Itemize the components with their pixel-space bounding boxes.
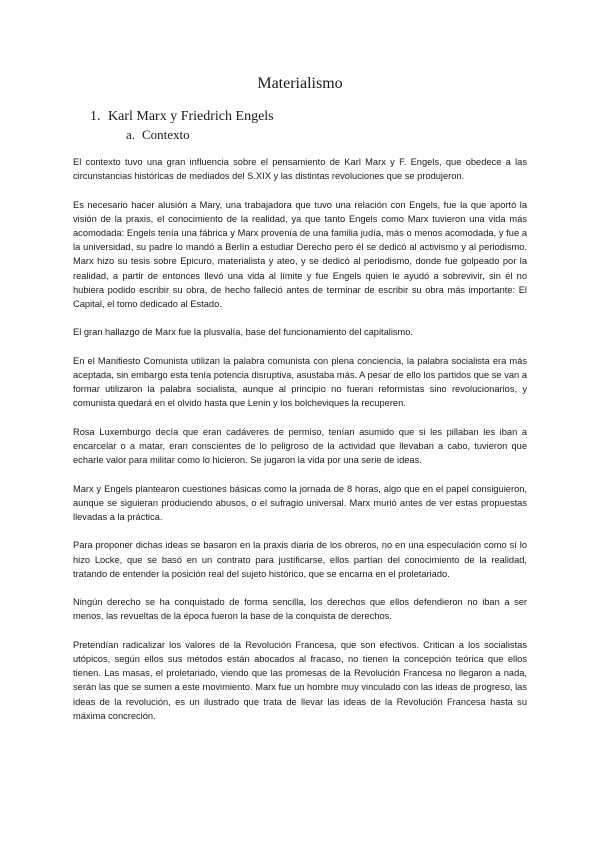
section-heading	[90, 109, 274, 125]
section-title: Karl Marx y Friedrich Engels	[108, 109, 274, 124]
subsection-title: Contexto	[142, 127, 190, 142]
document-title: Materialismo	[257, 75, 343, 92]
subsection-letter: a.	[126, 127, 136, 142]
paragraph-8: Ningún derecho se ha conquistado de forma sencilla, los derechos que ellos defendieron no iban a ser menos, las revueltas de la época fueron la base de la conquista de derechos.	[73, 597, 527, 622]
paragraph-1: El contexto tuvo una gran influencia sobre el pensamiento de Karl Marx y F. Engels, que obedece a las circunstancias históricas de mediados del S.XIX y las distintas revoluciones que se produjeron.	[73, 157, 527, 182]
paragraph-2: Es necesario hacer alusión a Mary, una trabajadora que tuvo una relación con Engels, fue la que aportó la visión de la praxis, el conocimiento de la realidad, ya que tanto Engels como Marx tuvieron una vida más acomodada: Engels tenía una fábrica y Marx provenía de una familia judía, más o menos acomodada, y fue a la universidad, su padre lo mandó a Berlín a estudiar Derecho pero él se dedicó al activismo y al periodismo. Marx hizo su tesis sobre Epicuro, materialista y ateo, y se dedicó al periodismo, donde fue golpeado por la realidad, a partir de entonces llevó una vida al límite y fue Engels quien le ayudó a sobrevivir, sin él no hubiera podido escribir su obra, de hecho falleció antes de terminar de escribir su obra más importante: El Capital, el tomo dedicado al Estado.	[73, 199, 527, 310]
paragraph-5: Rosa Luxemburgo decía que eran cadáveres de permiso, tenían asumido que si les pillaban les iban a encarcelar o a matar, eran conscientes de lo peligroso de la actividad que llevaban a cabo, tuvieron que echarle valor para militar como lo hicieron. Se jugaron la vida por una serie de ideas.	[73, 426, 527, 466]
paragraph-7: Para proponer dichas ideas se basaron en la praxis diaria de los obreros, no en una especulación como sí lo hizo Locke, que se basó en un contrato para justificarse, ellos partían del conocimiento de la realidad, tratando de entender la posición real del sujeto histórico, que se encarna en el proletariado.	[73, 540, 527, 579]
paragraph-6: Marx y Engels plantearon cuestiones básicas como la jornada de 8 horas, algo que en el papel consiguieron, aunque se siguieran produciendo abusos, o el sufragio universal. Marx murió antes de ver estas propuestas llevadas a la práctica.	[73, 483, 527, 522]
paragraph-3: El gran hallazgo de Marx fue la plusvalía, base del funcionamiento del capitalismo.	[73, 327, 414, 338]
body-text	[73, 155, 527, 737]
subsection-heading	[126, 127, 190, 143]
paragraph-4: En el Manifiesto Comunista utilizan la palabra comunista con plena conciencia, la palabra socialista era más aceptada, sin embargo esta tenía potencia disruptiva, asustaba más. A pesar de ello los partidos que se van a formar utilizaron la palabra socialista, aunque al principio no fueran reformistas sino revolucionarios, y comunista quedará en el olvido hasta que Lenin y los bolcheviques la recuperen.	[73, 355, 527, 409]
paragraph-9: Pretendían radicalizar los valores de la Revolución Francesa, que son efectivos. Critican a los socialistas utópicos, según ellos sus métodos están abocados al fracaso, no tienen la concepción teórica que ellos tienen. Las masas, el proletariado, viendo que las promesas de la Revolución Francesa no llegaron a nada, serán las que se sumen a este movimiento. Marx fue un hombre muy vinculado con las ideas de progreso, las ideas de la revolución, es un ilustrado que trata de llevar las ideas de la Revolución Francesa hasta su máxima concreción.	[73, 639, 527, 721]
section-number: 1.	[90, 109, 101, 124]
